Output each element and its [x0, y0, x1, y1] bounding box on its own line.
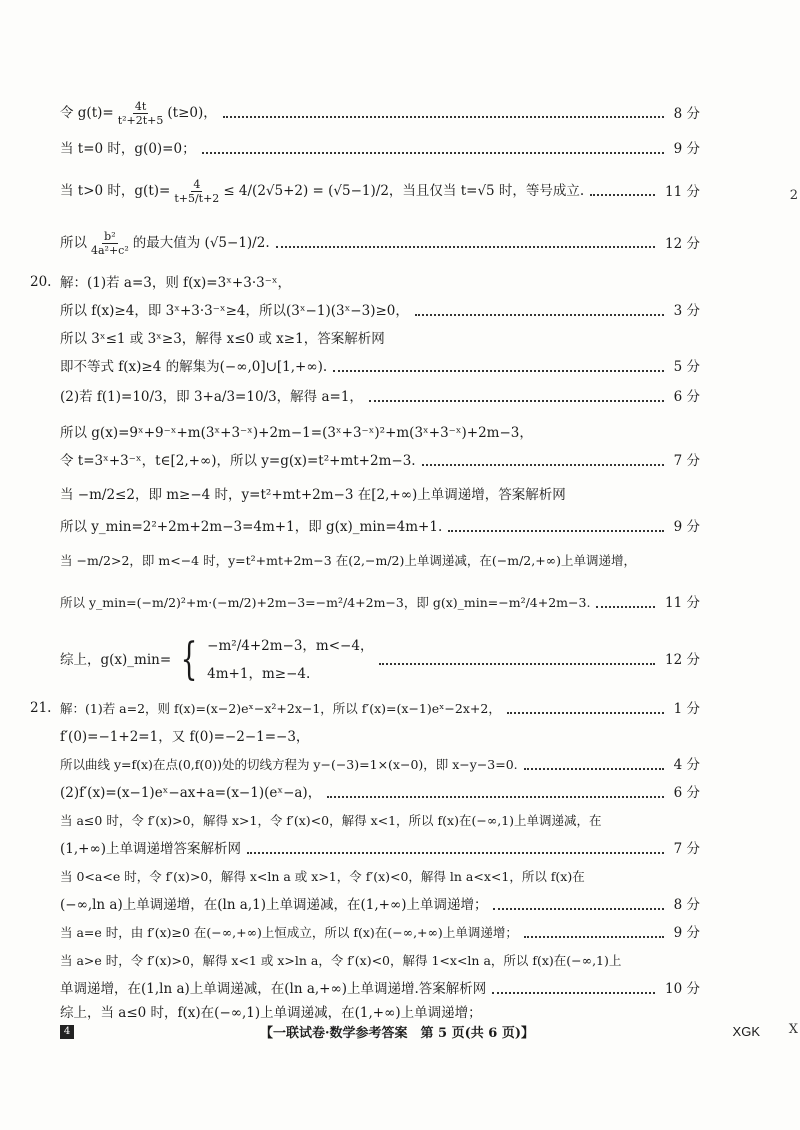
answer-line: 所以 y_min=(−m/2)²+m·(−m/2)+2m−3=−m²/4+2m−3，即 g(x)_min=−m²/4+2m−3. 11 分 [60, 595, 700, 611]
answer-line: f′(0)=−1+2=1，又 f(0)=−2−1=−3， [60, 729, 310, 745]
question-number: 20. [30, 274, 52, 290]
answer-line: 解：(1)若 a=3，则 f(x)=3ˣ+3·3⁻ˣ， [60, 275, 292, 291]
answer-line: 当 t=0 时，g(0)=0； 9 分 [60, 141, 700, 157]
answer-line: 所以曲线 y=f(x)在点(0,f(0))处的切线方程为 y−(−3)=1×(x−0)，即 x−y−3=0. 4 分 [60, 757, 700, 773]
edge-mark: X [788, 1022, 798, 1037]
footer-code: XGK [732, 1024, 760, 1039]
answer-line: (2)f′(x)=(x−1)eˣ−ax+a=(x−1)(eˣ−a)， 6 分 [60, 785, 700, 801]
answer-line: 解：(1)若 a=2，则 f(x)=(x−2)eˣ−x²+2x−1，所以 f′(x)=(x−1)eˣ−2x+2， 1 分 [60, 701, 700, 717]
answer-line: (1,+∞)上单调递增答案解析网 7 分 [60, 841, 700, 857]
answer-line: 当 t>0 时，g(t)= $\frac{4}{t+5/t+2}$ ≤ 4/(2√5+2) = (√5−1)/2，当且仅当 t=√5 时，等号成立. 11 分 [60, 178, 700, 205]
answer-line: 令 g(t)= $\frac{4t}{\text{t²+2t+5}}$ (t≥0)， 8 分 [60, 100, 700, 127]
answer-line: 即不等式 f(x)≥4 的解集为(−∞,0]∪[1,+∞). 5 分 [60, 359, 700, 375]
page-box: 4 [60, 1025, 74, 1039]
answer-line: 当 0<a<e 时，令 f′(x)>0，解得 x<ln a 或 x>1，令 f′(x)<0，解得 ln a<x<1，所以 f(x)在 [60, 869, 585, 884]
footer-title: 【一联试卷·数学参考答案 第 5 页(共 6 页)】 [259, 1026, 535, 1041]
answer-line: 当 −m/2>2，即 m<−4 时，y=t²+mt+2m−3 在(2,−m/2)上单调递减，在(−m/2,+∞)上单调递增， [60, 553, 636, 568]
answer-line: 当 a≤0 时，令 f′(x)>0，解得 x>1，令 f′(x)<0，解得 x<1，所以 f(x)在(−∞,1)上单调递减，在 [60, 813, 602, 828]
piecewise-cases: −m²/4+2m−3，m<−4， 4m+1，m≥−4. [207, 638, 374, 682]
score-label: 8 分 [673, 105, 700, 122]
page-footer [60, 1022, 760, 1041]
answer-line: 单调递增，在(1,ln a)上单调递减，在(ln a,+∞)上单调递增.答案解析网 10 分 [60, 981, 700, 997]
question-number: 21. [30, 700, 52, 716]
answer-line: 所以 $\frac{\text{b²}}{\text{4a²+c²}}$ 的最大值为 (√5−1)/2. 12 分 [60, 230, 700, 257]
answer-line: 当 a>e 时，令 f′(x)>0，解得 x<1 或 x>ln a，令 f′(x)<0，解得 1<x<ln a，所以 f(x)在(−∞,1)上 [60, 953, 622, 968]
answer-line: 所以 3ˣ≤1 或 3ˣ≥3，解得 x≤0 或 x≥1，答案解析网 [60, 331, 385, 347]
answer-line: 当 a=e 时，由 f′(x)≥0 在(−∞,+∞)上恒成立，所以 f(x)在(−∞,+∞)上单调递增； 9 分 [60, 925, 700, 941]
edge-mark: 2 [789, 188, 798, 203]
answer-line: 令 t=3ˣ+3⁻ˣ，t∈[2,+∞)，所以 y=g(x)=t²+mt+2m−3. 7 分 [60, 453, 700, 469]
answer-line: 综上，g(x)_min= { −m²/4+2m−3，m<−4， 4m+1，m≥−4. 12 分 [60, 630, 700, 690]
answer-line: 所以 y_min=2²+2m+2m−3=4m+1，即 g(x)_min=4m+1. 9 分 [60, 519, 700, 535]
answer-line: (−∞,ln a)上单调递增，在(ln a,1)上单调递减，在(1,+∞)上单调递增； 8 分 [60, 897, 700, 913]
answer-line: (2)若 f(1)=10/3，即 3+a/3=10/3，解得 a=1， 6 分 [60, 389, 700, 405]
answer-line: 当 −m/2≤2，即 m≥−4 时，y=t²+mt+2m−3 在[2,+∞)上单调递增，答案解析网 [60, 487, 566, 503]
answer-line: 所以 f(x)≥4，即 3ˣ+3·3⁻ˣ≥4，所以(3ˣ−1)(3ˣ−3)≥0， 3 分 [60, 303, 700, 319]
answer-line: 所以 g(x)=9ˣ+9⁻ˣ+m(3ˣ+3⁻ˣ)+2m−1=(3ˣ+3⁻ˣ)²+m(3ˣ+3⁻ˣ)+2m−3， [60, 425, 533, 441]
answer-line: 综上，当 a≤0 时，f(x)在(−∞,1)上单调递减，在(1,+∞)上单调递增； [60, 1005, 482, 1021]
